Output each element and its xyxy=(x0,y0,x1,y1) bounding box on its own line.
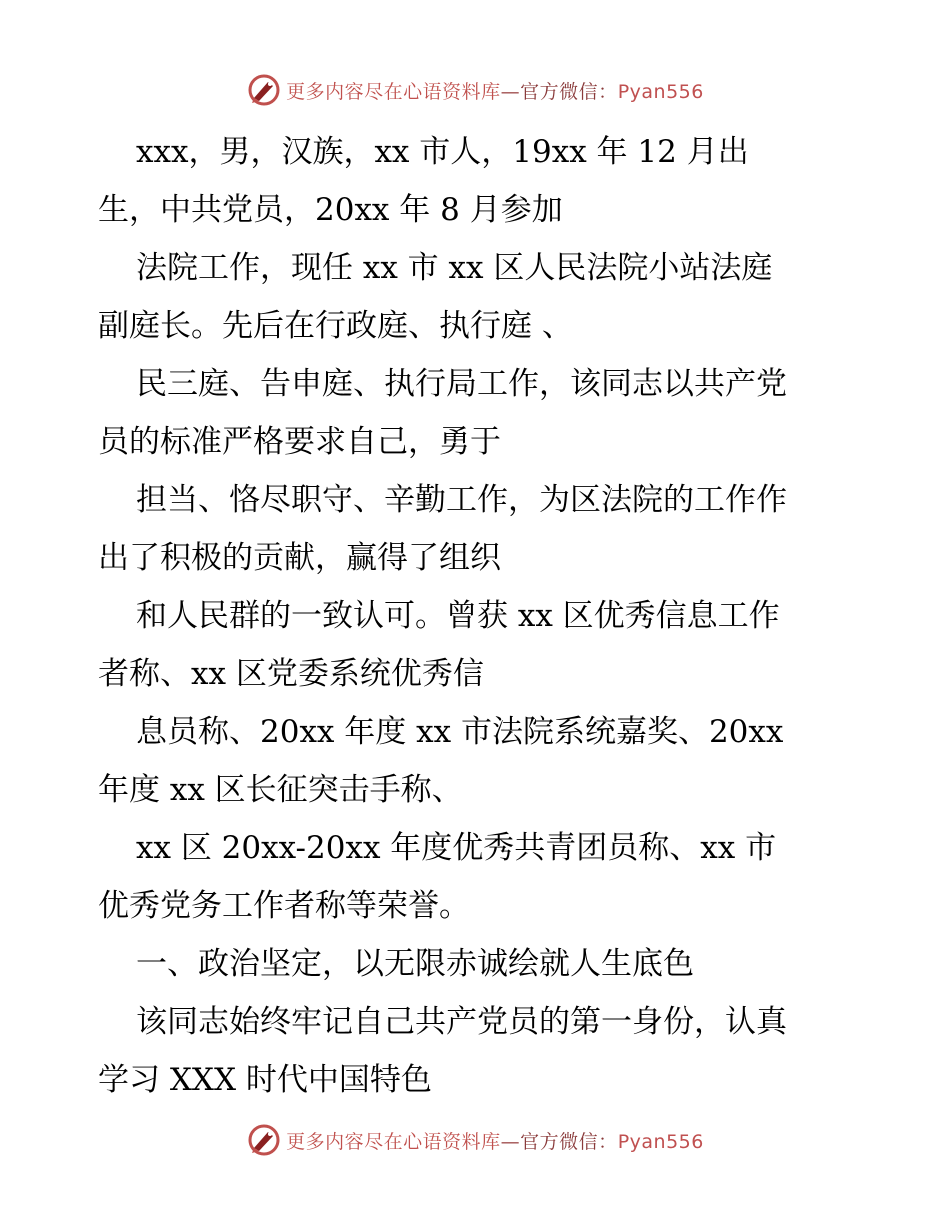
footer-banner-wechat-label: 官方微信： xyxy=(520,1130,618,1153)
header-banner-wechat-label: 官方微信： xyxy=(520,80,618,103)
document-body xyxy=(98,122,858,1108)
body-line: 学习 XXX 时代中国特色 xyxy=(98,1062,432,1098)
body-paragraph xyxy=(98,122,858,1108)
body-line: 员的标准严格要求自己，勇于 xyxy=(98,424,501,460)
section-heading: 一、政治坚定，以无限赤诚绘就人生底色 xyxy=(136,946,694,982)
body-line: 年度 xx 区长征突击手称、 xyxy=(98,772,463,808)
footer-banner-text xyxy=(286,1127,704,1154)
pen-logo-icon xyxy=(246,1122,282,1158)
header-banner-text xyxy=(286,77,704,104)
body-line: 法院工作，现任 xx 市 xx 区人民法院小站法庭 xyxy=(136,250,773,286)
header-banner-wechat-id: Pyan556 xyxy=(617,80,704,103)
header-banner xyxy=(0,70,950,110)
pen-logo-icon xyxy=(246,72,282,108)
body-line: 担当、恪尽职守、辛勤工作，为区法院的工作作 xyxy=(136,482,787,518)
body-line: 该同志始终牢记自己共产党员的第一身份，认真 xyxy=(136,1004,787,1040)
footer-banner xyxy=(0,1120,950,1160)
body-line: 民三庭、告申庭、执行局工作，该同志以共产党 xyxy=(136,366,787,402)
footer-banner-separator: — xyxy=(500,1130,521,1153)
footer-banner-main: 更多内容尽在心语资料库 xyxy=(286,1130,501,1153)
body-line: xx 区 20xx-20xx 年度优秀共青团员称、xx 市 xyxy=(136,830,777,866)
footer-banner-wechat-id: Pyan556 xyxy=(617,1130,704,1153)
body-line: xxx，男，汉族，xx 市人，19xx 年 12 月出 xyxy=(136,134,749,170)
header-banner-main: 更多内容尽在心语资料库 xyxy=(286,80,501,103)
body-line: 生，中共党员，20xx 年 8 月参加 xyxy=(98,192,563,228)
body-line: 副庭长。先后在行政庭、执行庭 、 xyxy=(98,308,573,344)
header-banner-separator: — xyxy=(500,80,521,103)
body-line: 优秀党务工作者称等荣誉。 xyxy=(98,888,470,924)
body-line: 出了积极的贡献，赢得了组织 xyxy=(98,540,501,576)
body-line: 和人民群的一致认可。曾获 xx 区优秀信息工作 xyxy=(136,598,780,634)
body-line: 息员称、20xx 年度 xx 市法院系统嘉奖、20xx xyxy=(136,714,784,750)
body-line: 者称、xx 区党委系统优秀信 xyxy=(98,656,484,692)
